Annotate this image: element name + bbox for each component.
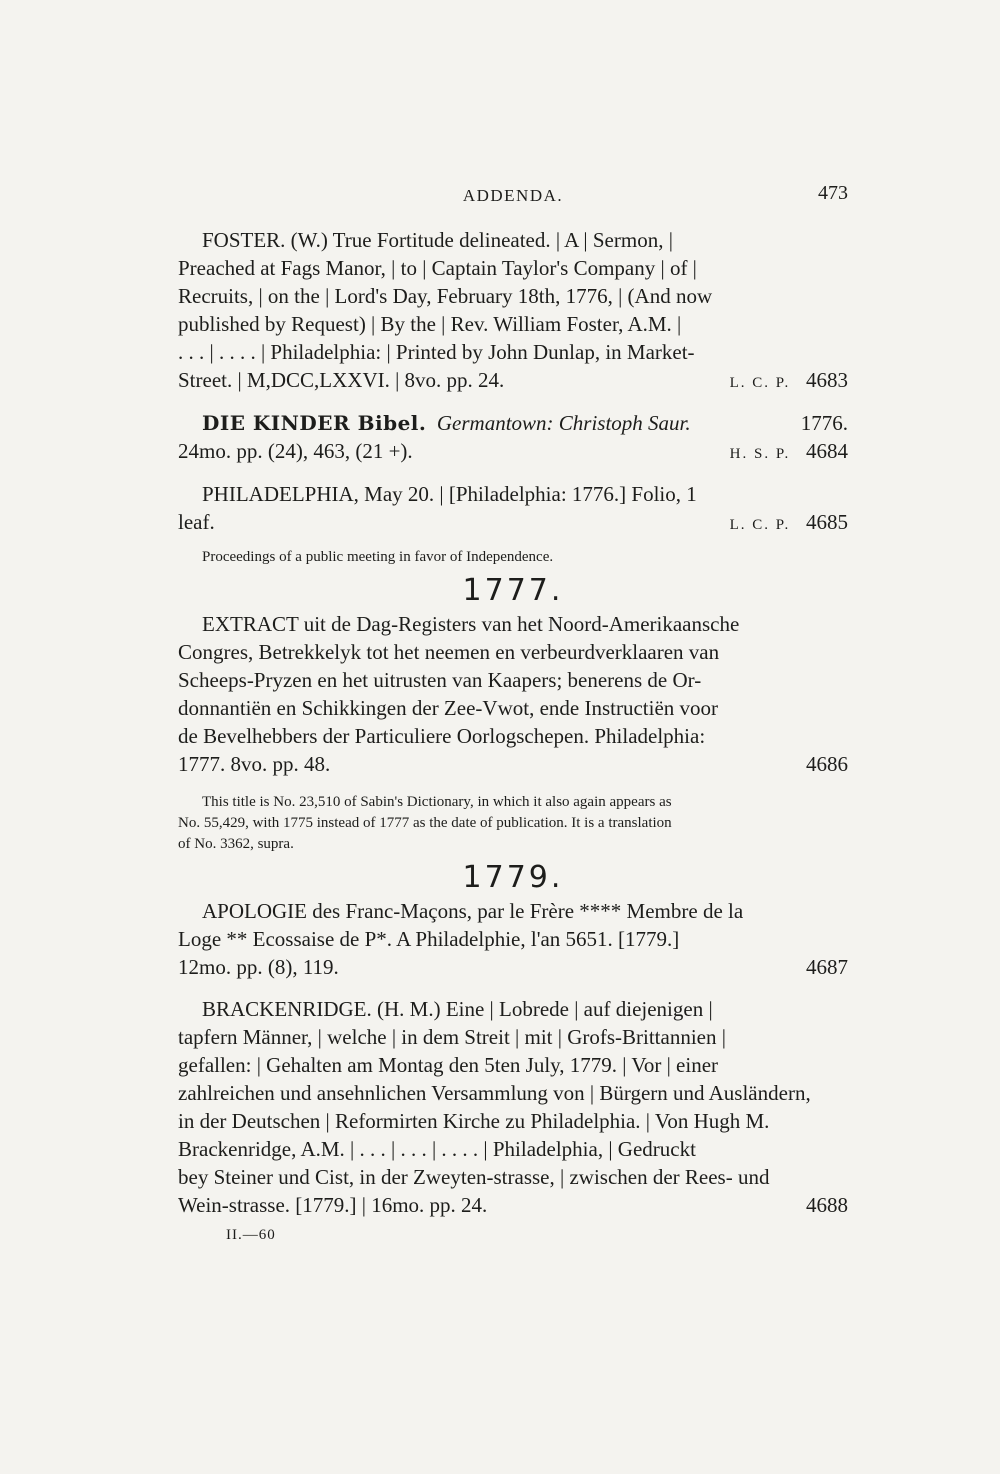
entry-line: EXTRACT uit de Dag-Registers van het Noord-Amerikaansche [202, 612, 740, 636]
library-location: L. C. P. [729, 517, 791, 533]
entry-line: Scheeps-Pryzen en het uitrusten van Kaapers; benerens de Or- [178, 668, 702, 692]
entry-4688 [178, 995, 848, 1219]
entry-number: 4686 [806, 752, 848, 776]
entry-number: 4688 [806, 1193, 848, 1217]
entry-4687 [178, 897, 848, 981]
running-head [178, 180, 848, 214]
note-text: of No. 3362, supra. [178, 836, 294, 852]
note-text: This title is No. 23,510 of Sabin's Dictionary, in which it also again appears as [202, 794, 672, 810]
entry-line: bey Steiner und Cist, in der Zweyten-strasse, | zwischen der Rees- und [178, 1165, 770, 1189]
year-heading-1777: 1777. [462, 573, 564, 608]
entry-number: 4684 [806, 439, 848, 463]
entry-number: 4683 [806, 368, 848, 392]
note-4686 [178, 792, 848, 855]
entry-4686 [178, 610, 848, 778]
entry-line: Street. | M,DCC,LXXVI. | 8vo. pp. 24. [178, 368, 505, 392]
entry-line: FOSTER. (W.) True Fortitude delineated. | A | Sermon, | [202, 228, 673, 252]
entry-first-row [178, 409, 848, 437]
note-4685 [178, 547, 848, 568]
entry-4684 [178, 409, 848, 468]
entry-line: published by Request) | By the | Rev. William Foster, A.M. | [178, 312, 682, 336]
signature-mark: II.—60 [226, 1227, 276, 1243]
imprint-year: 1776. [800, 411, 848, 435]
running-title: ADDENDA. [462, 186, 564, 205]
entry-last-row [178, 366, 848, 397]
library-location: L. C. P. [729, 375, 791, 391]
library-location: H. S. P. [729, 446, 791, 462]
year-heading-1779: 1779. [462, 860, 564, 895]
entry-line: Wein-strasse. [1779.] | 16mo. pp. 24. [178, 1193, 488, 1217]
entry-line: APOLOGIE des Franc-Maçons, par le Frère **** Membre de la [202, 899, 744, 923]
page-number: 473 [818, 182, 848, 204]
note-text: Proceedings of a public meeting in favor of Independence. [202, 549, 554, 565]
entry-last-row [178, 750, 848, 778]
entry-number: 4685 [806, 510, 848, 534]
entry-last-row [178, 437, 848, 468]
entry-4685 [178, 480, 848, 539]
entry-line: . . . | . . . . | Philadelphia: | Printed by John Dunlap, in Market- [178, 340, 695, 364]
entry-last-row [178, 1191, 848, 1219]
entry-last-row [178, 508, 848, 539]
entry-line: Congres, Betrekkelyk tot het neemen en verbeurdverklaaren van [178, 640, 720, 664]
entry-line: tapfern Männer, | welche | in dem Streit | mit | Grofs-Brittannien | [178, 1025, 726, 1049]
entry-line: PHILADELPHIA, May 20. | [Philadelphia: 1776.] Folio, 1 [202, 482, 697, 506]
entry-line: 12mo. pp. (8), 119. [178, 955, 339, 979]
page [178, 180, 848, 1244]
entry-line: leaf. [178, 510, 215, 534]
entry-line: Recruits, | on the | Lord's Day, February 18th, 1776, | (And now [178, 284, 713, 308]
entry-line: gefallen: | Gehalten am Montag den 5ten July, 1779. | Vor | einer [178, 1053, 719, 1077]
entry-line: Brackenridge, A.M. | . . . | . . . | . . . . | Philadelphia, | Gedruckt [178, 1137, 696, 1161]
entry-line: 1777. 8vo. pp. 48. [178, 752, 331, 776]
entry-last-row [178, 953, 848, 981]
entry-line: Preached at Fags Manor, | to | Captain Taylor's Company | of | [178, 256, 697, 280]
entry-line: Loge ** Ecossaise de P*. A Philadelphie, l'an 5651. [1779.] [178, 927, 680, 951]
entry-line: donnantiën en Schikkingen der Zee-Vwot, ende Instructiën voor [178, 696, 719, 720]
entry-line: BRACKENRIDGE. (H. M.) Eine | Lobrede | auf diejenigen | [202, 997, 713, 1021]
entry-line: in der Deutschen | Reformirten Kirche zu Philadelphia. | Von Hugh M. [178, 1109, 770, 1133]
blackletter-title: DIE KINDER Bibel. [202, 411, 427, 435]
note-text: No. 55,429, with 1775 instead of 1777 as the date of publication. It is a translation [178, 815, 672, 831]
imprint: Germantown: Christoph Saur. [436, 411, 691, 435]
entry-line: de Bevelhebbers der Particuliere Oorlogschepen. Philadelphia: [178, 724, 706, 748]
entry-4683 [178, 226, 848, 397]
entry-number: 4687 [806, 955, 848, 979]
entry-line: 24mo. pp. (24), 463, (21 +). [178, 439, 413, 463]
entry-line: zahlreichen und ansehnlichen Versammlung von | Bürgern und Ausländern, [178, 1081, 811, 1105]
